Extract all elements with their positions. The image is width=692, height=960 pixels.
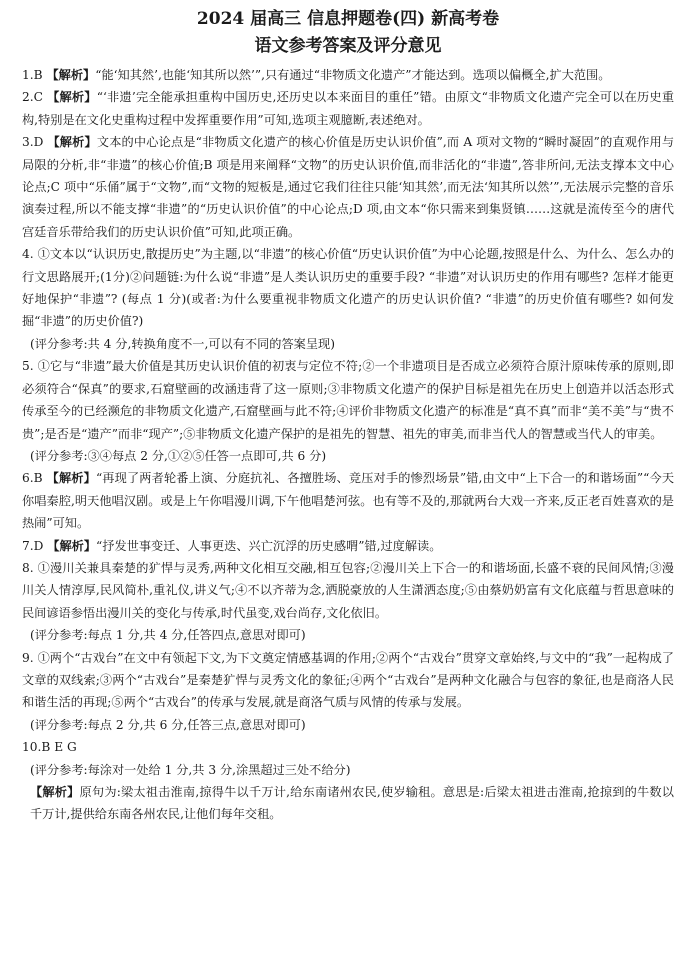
answer-text: “能‘知其然’,也能‘知其所以然’”,只有通过“非物质文化遗产”才能达到。选项以偏概全,扩大范围。	[95, 68, 611, 82]
analysis-tag: 【解析】	[46, 68, 96, 82]
answer-number: 4.	[22, 247, 34, 262]
answer-text: ①漫川关兼具秦楚的犷悍与灵秀,两种文化相互交融,相互包容;②漫川关上下合一的和谐场面,长盛不衰的民间风情;③漫川关人情淳厚,民风简朴,重礼仪,讲义气;④不以齐蒂为念,洒脱豪放的人生潇洒态度;⑤由蔡奶奶富有文化底蕴与哲思意味的民间谚语参悟出漫川关的变化与传承,时代虽变,戏台尚存,文化依旧。	[22, 560, 674, 620]
scoring-note	[30, 333, 674, 355]
answer-item	[22, 557, 674, 624]
answer-text: (评分参考:共 4 分,转换角度不一,可以有不同的答案呈现)	[30, 336, 335, 351]
analysis-tag: 【解析】	[47, 90, 97, 105]
answer-item	[22, 64, 674, 86]
answer-list	[22, 64, 674, 826]
scoring-note	[30, 624, 674, 646]
answer-number: 5.	[22, 359, 34, 374]
answer-number: 1.B	[22, 68, 43, 82]
answer-text: ①两个“古戏台”在文中有领起下文,为下文奠定情感基调的作用;②两个“古戏台”贯穿文章始终,与文中的“我”一起构成了文章的双线索;③两个“古戏台”是秦楚犷悍与灵秀文化的象征;④两个“古戏台”是两种文化融合与包容的象征,也是商洛人民和谐生活的再现;⑤两个“古戏台”的传承与发展,就是商洛气质与风情的传承与发展。	[22, 650, 674, 710]
answer-text: “再现了两者轮番上演、分庭抗礼、各擅胜场、竞压对手的惨烈场景”错,由文中“上下合一的和谐场面”“今天你唱秦腔,明天他唱汉剧。或是上午你唱漫川调,下午他唱楚河弦。也有等不及的,那就两台大戏一齐来,反正老百姓喜欢的是热闹”可知。	[22, 471, 675, 531]
answer-item	[22, 86, 674, 131]
answer-number: 6.B	[22, 471, 43, 486]
answer-number: 9.	[22, 650, 34, 665]
scoring-note	[30, 714, 674, 736]
answer-item	[22, 131, 674, 243]
analysis-tag: 【解析】	[30, 785, 80, 799]
answer-text: “抒发世事变迁、人事更迭、兴亡沉浮的历史感喟”错,过度解读。	[96, 538, 442, 553]
page-title: 2024 届高三 信息押题卷(四) 新高考卷	[196, 9, 500, 29]
analysis-tag: 【解析】	[46, 471, 96, 486]
answer-text: (评分参考:每点 2 分,共 6 分,任答三点,意思对即可)	[30, 717, 306, 732]
answer-text: ①它与“非遗”最大价值是其历史认识价值的初衷与定位不符;②一个非遗项目是否成立必须符合原汁原味传承的原则,即必须符合“保真”的要求,石窟壁画的改涵违背了这一原则;③非物质文化遗产的保护目标是祖先在历史上创造并以活态形式传承至今的已经濒危的非物质文化遗产,石窟壁画与此不符;④评价非物质文化遗产的标准是“真不真”而非“美不美”与“贵不贵”;是否是“遗产”而非“现产”;⑤非物质文化遗产保护的是祖先的智慧、祖先的审美,而非当代人的智慧或当代人的审美。	[22, 359, 674, 441]
answer-text: (评分参考:每涂对一处给 1 分,共 3 分,涂黑超过三处不给分)	[30, 762, 351, 777]
answer-item	[22, 355, 674, 445]
answer-text: “‘非遗’完全能承担重构中国历史,还历史以本来面目的重任”错。由原文“非物质文化遗产完全可以在历史重构,特别是在文化史重构过程中发挥重要作用”可知,选项主观臆断,表述绝对。	[22, 90, 675, 127]
answer-item	[22, 736, 674, 758]
answer-number: 10.B E G	[22, 740, 77, 755]
answer-text: ①文本以“认识历史,散提历史”为主题,以“非遗”的核心价值“历史认识价值”为中心论题,按照是什么、为什么、怎么办的行文思路展开;(1分)②问题链:为什么说“非遗”是人类认识历史的重要手段? “非遗”对认识历史的作用有哪些? 怎样才能更好地保护“非遗”? (每点 1 分)(或者:为什么要重视非物质文化遗产的历史认识价值? “非遗”的历史价值有哪些? 如何发掘“非遗”的历史价值?)	[22, 247, 674, 329]
answer-number: 8.	[22, 560, 34, 575]
scoring-note	[30, 759, 674, 781]
answer-number: 7.D	[22, 538, 44, 553]
answer-item	[22, 243, 674, 333]
answer-item	[22, 535, 674, 557]
page-subtitle: 语文参考答案及评分意见	[254, 36, 442, 56]
scoring-note	[30, 781, 674, 826]
answer-text: 原句为:梁太祖击淮南,掠得牛以千万计,给东南诸州农民,使岁输租。意思是:后梁太祖进击淮南,抢掠到的牛数以千万计,提供给东南各州农民,让他们每年交租。	[30, 785, 674, 822]
answer-text: (评分参考:每点 1 分,共 4 分,任答四点,意思对即可)	[30, 628, 306, 643]
answer-text: (评分参考:③④每点 2 分,①②⑤任答一点即可,共 6 分)	[30, 448, 327, 463]
answer-number: 2.C	[22, 90, 43, 105]
answer-item	[22, 647, 674, 714]
analysis-tag: 【解析】	[47, 135, 97, 150]
analysis-tag: 【解析】	[47, 538, 97, 553]
answer-number: 3.D	[22, 135, 44, 150]
scoring-note	[30, 445, 674, 467]
answer-text: 文本的中心论点是“非物质文化遗产的核心价值是历史认识价值”,而 A 项对文物的“瞬时凝固”的直观作用与局限的分析,非“非遗”的核心价值;B 项是用来阐释“文物”的历史认识价值,而非活化的“非遗”,答非所问,无法支撑本文中心论点;C 项中“乐俑”属于“文物”,而“文物的短板是,通过它我们往往只能‘知其然’,而无法‘知其所以然’”,无法展示完整的音乐演奏过程,所以不能支撑“非遗”的“历史认识价值”的中心论点;D 项,由文本“你只需来到集贤镇……这就是流传至今的唐代宫廷音乐带给我们的历史认识价值”可知,此项正确。	[22, 135, 675, 239]
answer-item	[22, 467, 674, 534]
